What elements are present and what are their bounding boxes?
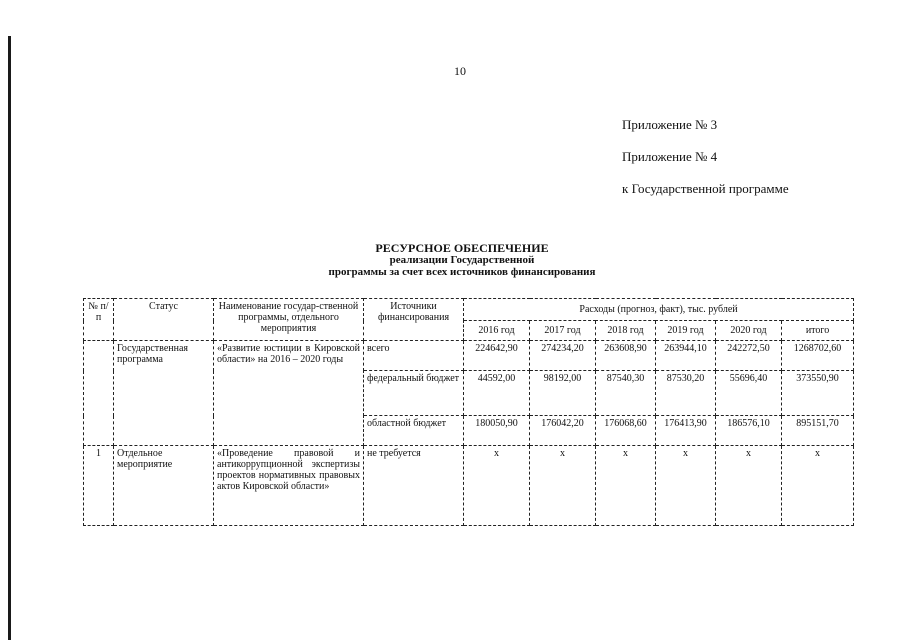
header-year: 2018 год: [596, 321, 656, 341]
value-cell: x: [716, 446, 782, 526]
total-cell: x: [782, 446, 854, 526]
value-cell: x: [596, 446, 656, 526]
title-main: РЕСУРСНОЕ ОБЕСПЕЧЕНИЕ: [375, 241, 549, 255]
value-cell: 44592,00: [464, 371, 530, 416]
header-year: 2017 год: [530, 321, 596, 341]
value-cell: 224642,90: [464, 341, 530, 371]
source-cell: федеральный бюджет: [364, 371, 464, 416]
title-line-3: программы за счет всех источников финансирования: [328, 266, 596, 278]
value-cell: 263944,10: [656, 341, 716, 371]
value-cell: 176042,20: [530, 416, 596, 446]
header-sources: Источники финансирования: [364, 299, 464, 341]
total-cell: 373550,90: [782, 371, 854, 416]
header-year: 2020 год: [716, 321, 782, 341]
value-cell: 176413,90: [656, 416, 716, 446]
program-status: Государственная программа: [114, 341, 214, 446]
measure-source: не требуется: [364, 446, 464, 526]
header-total: итого: [782, 321, 854, 341]
source-cell: всего: [364, 341, 464, 371]
resource-table: [83, 298, 854, 526]
header-status: Статус: [114, 299, 214, 341]
value-cell: 180050,90: [464, 416, 530, 446]
value-cell: 98192,00: [530, 371, 596, 416]
document-title: [212, 242, 712, 278]
appendix-line-3: к Государственной программе: [622, 181, 789, 196]
value-cell: x: [530, 446, 596, 526]
value-cell: 186576,10: [716, 416, 782, 446]
measure-status: Отдельное мероприятие: [114, 446, 214, 526]
value-cell: 87540,30: [596, 371, 656, 416]
value-cell: 55696,40: [716, 371, 782, 416]
value-cell: 176068,60: [596, 416, 656, 446]
header-num: № п/п: [84, 299, 114, 341]
value-cell: x: [656, 446, 716, 526]
program-name: «Развитие юстиции в Кировской области» на 2016 – 2020 годы: [214, 341, 364, 446]
header-year: 2016 год: [464, 321, 530, 341]
value-cell: x: [464, 446, 530, 526]
appendix-line-1: Приложение № 3: [622, 117, 718, 132]
table-row: [84, 341, 854, 371]
appendix-line-2: Приложение № 4: [622, 149, 718, 164]
total-cell: 895151,70: [782, 416, 854, 446]
value-cell: 87530,20: [656, 371, 716, 416]
header-name: Наименование государ-ственной программы, отдельного мероприятия: [214, 299, 364, 341]
measure-num: 1: [84, 446, 114, 526]
program-num: [84, 341, 114, 446]
header-year: 2019 год: [656, 321, 716, 341]
total-cell: 1268702,60: [782, 341, 854, 371]
value-cell: 274234,20: [530, 341, 596, 371]
title-line-2: реализации Государственной: [389, 254, 535, 266]
page-number: 10: [454, 64, 466, 78]
source-cell: областной бюджет: [364, 416, 464, 446]
value-cell: 263608,90: [596, 341, 656, 371]
header-expenses: Расходы (прогноз, факт), тыс. рублей: [464, 299, 854, 321]
header-row-1: [84, 299, 854, 321]
measure-name: «Проведение правовой и антикоррупционной экспертизы проектов нормативных правовых актов Кировской области»: [214, 446, 364, 526]
value-cell: 242272,50: [716, 341, 782, 371]
table-row: [84, 446, 854, 526]
scan-edge-line: [8, 36, 11, 640]
